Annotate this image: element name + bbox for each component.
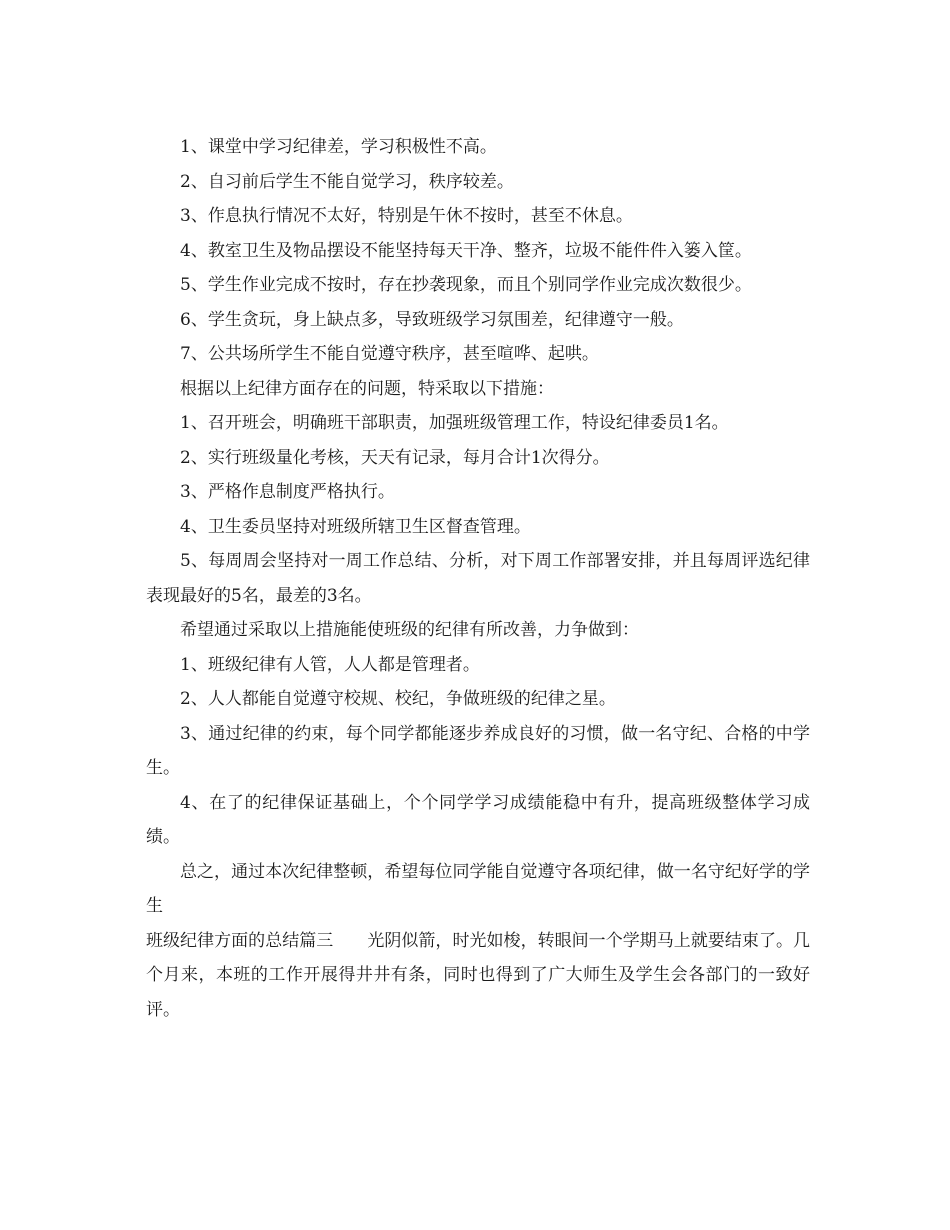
list-item-problem-7: 7、公共场所学生不能自觉遵守秩序，甚至喧哗、起哄。 xyxy=(180,344,599,364)
list-item-problem-1: 1、课堂中学习纪律差，学习积极性不高。 xyxy=(180,137,497,157)
section-paragraph xyxy=(146,924,810,1028)
list-item-problem-6: 6、学生贪玩，身上缺点多，导致班级学习氛围差，纪律遵守一般。 xyxy=(180,309,684,330)
section-heading: 班级纪律方面的总结篇三 xyxy=(146,930,334,951)
section-text: 光阴似箭，时光如梭，转眼间一个学期马上就要结束了。几个月来，本班的工作开展得井井有条，同时也得到了广大师生及学生会各部门的一致好评。 xyxy=(146,930,810,1020)
document-body xyxy=(146,130,810,1027)
goals-intro: 希望通过采取以上措施能使班级的纪律有所改善，力争做到： xyxy=(180,620,639,640)
list-item-problem-4: 4、教室卫生及物品摆设不能坚持每天干净、整齐，垃圾不能件件入篓入筐。 xyxy=(180,240,752,261)
list-item-goal-4: 4、在了的纪律保证基础上，个个同学学习成绩能稳中有升，提高班级整体学习成绩。 xyxy=(146,792,810,847)
conclusion-paragraph: 总之，通过本次纪律整顿，希望每位同学能自觉遵守各项纪律，做一名守纪好学的学生 xyxy=(146,861,810,916)
measures-intro: 根据以上纪律方面存在的问题，特采取以下措施： xyxy=(180,378,554,399)
list-item-goal-3: 3、通过纪律的约束，每个同学都能逐步养成良好的习惯，做一名守纪、合格的中学生。 xyxy=(146,723,810,778)
list-item-problem-3: 3、作息执行情况不太好，特别是午休不按时，甚至不休息。 xyxy=(180,206,633,226)
list-item-measure-4: 4、卫生委员坚持对班级所辖卫生区督查管理。 xyxy=(180,516,531,537)
list-item-measure-2: 2、实行班级量化考核，天天有记录，每月合计1次得分。 xyxy=(180,447,610,468)
list-item-problem-2: 2、自习前后学生不能自觉学习，秩序较差。 xyxy=(180,171,514,192)
list-item-measure-3: 3、严格作息制度严格执行。 xyxy=(180,482,395,502)
list-item-goal-2: 2、人人都能自觉遵守校规、校纪，争做班级的纪律之星。 xyxy=(180,689,616,709)
list-item-measure-1: 1、召开班会，明确班干部职责，加强班级管理工作，特设纪律委员1名。 xyxy=(180,413,729,433)
list-item-problem-5: 5、学生作业完成不按时，存在抄袭现象，而且个别同学作业完成次数很少。 xyxy=(180,275,752,295)
list-item-goal-1: 1、班级纪律有人管，人人都是管理者。 xyxy=(180,654,480,675)
list-item-measure-5: 5、每周周会坚持对一周工作总结、分析，对下周工作部署安排，并且每周评选纪律表现最好的5名，最差的3名。 xyxy=(146,551,810,606)
